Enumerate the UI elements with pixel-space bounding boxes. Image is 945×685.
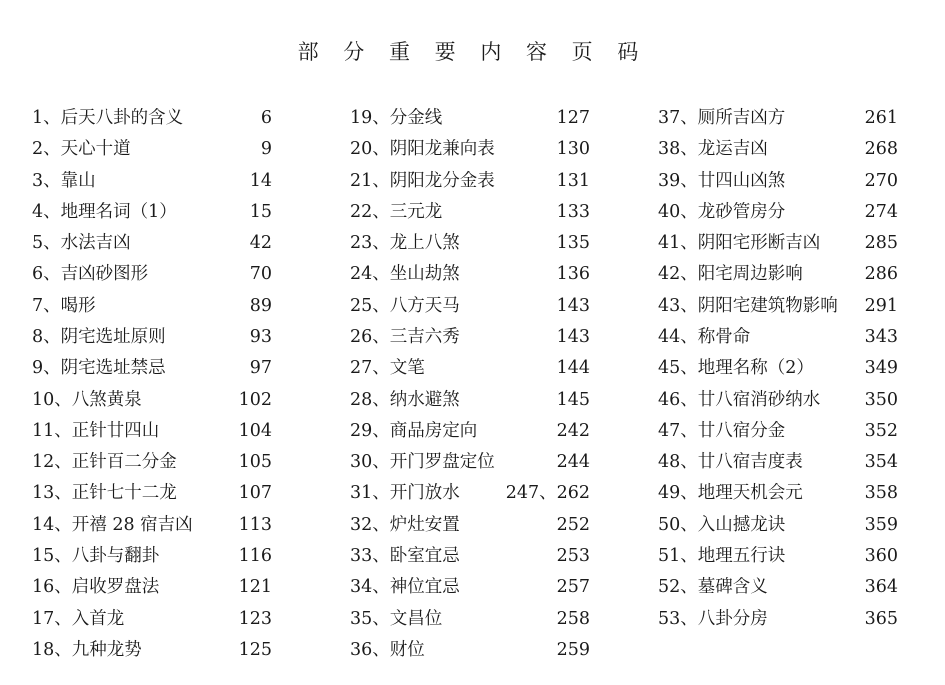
toc-entry	[658, 104, 898, 132]
toc-entry-title: 23、龙上八煞	[350, 233, 460, 254]
toc-entry-title: 5、水法吉凶	[32, 233, 131, 254]
toc-entry	[350, 636, 590, 664]
toc-entry-page-number: 143	[556, 326, 590, 347]
toc-entry	[350, 542, 590, 570]
toc-entry-title: 9、阴宅选址禁忌	[32, 358, 166, 379]
toc-entry-page-number: 360	[864, 545, 898, 566]
toc-entry-page-number: 253	[556, 545, 590, 566]
toc-entry-page-number: 268	[864, 139, 898, 160]
toc-entry-title: 40、龙砂管房分	[658, 201, 786, 222]
toc-entry-title: 53、八卦分房	[658, 608, 768, 629]
toc-entry	[350, 135, 590, 163]
toc-entry	[350, 354, 590, 382]
toc-entry-page-number: 285	[864, 233, 898, 254]
page-title: 部 分 重 要 内 容 页 码	[297, 40, 648, 64]
toc-entry	[32, 605, 272, 633]
toc-entry-title: 14、开禧 28 宿吉凶	[32, 514, 193, 535]
toc-entry-title: 36、财位	[350, 639, 425, 660]
toc-entry-page-number: 121	[238, 577, 272, 598]
toc-entry	[658, 511, 898, 539]
toc-entry-page-number: 6	[260, 108, 272, 128]
toc-entry-title: 30、开门罗盘定位	[350, 452, 495, 473]
toc-entry	[658, 605, 898, 633]
toc-entry	[32, 542, 272, 570]
toc-entry-page-number: 97	[249, 358, 272, 379]
toc-entry	[658, 229, 898, 257]
toc-entry-title: 34、神位宜忌	[350, 577, 460, 598]
toc-entry-page-number: 93	[249, 326, 272, 347]
toc-entry	[350, 198, 590, 226]
toc-entry	[658, 479, 898, 507]
toc-entry-title: 42、阳宅周边影响	[658, 264, 803, 285]
toc-entry-title: 37、厕所吉凶方	[658, 108, 786, 128]
toc-entry-page-number: 127	[556, 108, 590, 128]
toc-entry-page-number: 352	[864, 420, 898, 441]
toc-entry	[658, 448, 898, 476]
toc-entry-page-number: 242	[556, 420, 590, 441]
toc-entry	[350, 386, 590, 414]
toc-entry-title: 35、文昌位	[350, 608, 443, 629]
toc-column-2	[350, 104, 590, 664]
toc-entry	[32, 573, 272, 601]
toc-entry-page-number: 130	[556, 139, 590, 160]
toc-entry-title: 41、阴阳宅形断吉凶	[658, 233, 821, 254]
toc-entry-title: 32、炉灶安置	[350, 514, 460, 535]
toc-entry-page-number: 365	[864, 608, 898, 629]
toc-entry-title: 18、九种龙势	[32, 639, 142, 660]
toc-entry-title: 15、八卦与翻卦	[32, 545, 160, 566]
toc-entry-title: 49、地理天机会元	[658, 483, 803, 504]
toc-entry	[350, 260, 590, 288]
toc-entry-page-number: 343	[864, 326, 898, 347]
toc-entry-page-number: 350	[864, 389, 898, 410]
toc-column-3	[658, 104, 898, 664]
toc-entry	[350, 448, 590, 476]
toc-entry-page-number: 364	[864, 577, 898, 598]
toc-entry-title: 6、吉凶砂图形	[32, 264, 149, 285]
toc-entry	[658, 323, 898, 351]
toc-entry-page-number: 261	[864, 108, 898, 128]
toc-entry-title: 51、地理五行诀	[658, 545, 786, 566]
toc-entry-title: 47、廿八宿分金	[658, 420, 786, 441]
toc-entry-title: 4、地理名词（1）	[32, 201, 177, 222]
toc-entry	[658, 167, 898, 195]
toc-entry-page-number: 9	[260, 139, 272, 160]
toc-entry-title: 22、三元龙	[350, 201, 443, 222]
toc-entry-page-number: 247、262	[505, 483, 590, 504]
toc-entry-page-number: 359	[864, 514, 898, 535]
toc-entry	[658, 198, 898, 226]
toc-entry-title: 48、廿八宿吉度表	[658, 452, 803, 473]
toc-entry-title: 28、纳水避煞	[350, 389, 460, 410]
toc-entry	[350, 417, 590, 445]
toc-entry-page-number: 286	[864, 264, 898, 285]
toc-entry	[32, 448, 272, 476]
toc-entry-title: 45、地理名称（2）	[658, 358, 814, 379]
toc-entry-page-number: 133	[556, 201, 590, 222]
toc-entry	[32, 636, 272, 664]
toc-entry-title: 52、墓碑含义	[658, 577, 768, 598]
toc-entry-page-number: 349	[864, 358, 898, 379]
toc-entry	[32, 511, 272, 539]
toc-entry-page-number: 105	[238, 452, 272, 473]
toc-entry-title: 26、三吉六秀	[350, 326, 460, 347]
toc-entry-title: 50、入山撼龙诀	[658, 514, 786, 535]
toc-entry-title: 11、正针廿四山	[32, 420, 160, 441]
toc-entry	[658, 417, 898, 445]
toc-entry-page-number: 135	[556, 233, 590, 254]
toc-entry	[658, 354, 898, 382]
toc-entry-page-number: 143	[556, 295, 590, 316]
toc-entry-page-number: 274	[864, 201, 898, 222]
toc-entry-title: 31、开门放水	[350, 483, 460, 504]
toc-entry	[350, 292, 590, 320]
toc-entry	[658, 260, 898, 288]
toc-entry-page-number: 107	[238, 483, 272, 504]
toc-entry	[32, 292, 272, 320]
toc-entry-page-number: 145	[556, 389, 590, 410]
toc-entry-title: 29、商品房定向	[350, 420, 478, 441]
toc-entry-title: 43、阴阳宅建筑物影响	[658, 295, 838, 316]
toc-entry-page-number: 244	[556, 452, 590, 473]
toc-entry-title: 24、坐山劫煞	[350, 264, 460, 285]
toc-entry-title: 13、正针七十二龙	[32, 483, 177, 504]
toc-entry-title: 7、喝形	[32, 295, 96, 316]
toc-entry	[350, 605, 590, 633]
toc-entry-page-number: 136	[556, 264, 590, 285]
toc-entry-page-number: 358	[864, 483, 898, 504]
toc-entry	[658, 135, 898, 163]
toc-entry	[658, 573, 898, 601]
toc-entry-page-number: 113	[238, 514, 272, 535]
toc-entry-title: 2、天心十道	[32, 139, 131, 160]
toc-entry-page-number: 70	[249, 264, 272, 285]
toc-entry-title: 38、龙运吉凶	[658, 139, 768, 160]
toc-entry-title: 44、称骨命	[658, 326, 751, 347]
toc-entry-title: 39、廿四山凶煞	[658, 170, 786, 191]
toc-entry	[32, 479, 272, 507]
toc-entry-page-number: 14	[249, 170, 272, 191]
toc-entry-title: 10、八煞黄泉	[32, 389, 142, 410]
toc-entry-page-number: 42	[249, 233, 272, 254]
toc-entry	[350, 167, 590, 195]
toc-entry	[350, 323, 590, 351]
toc-entry-page-number: 354	[864, 452, 898, 473]
toc-entry-page-number: 257	[556, 577, 590, 598]
toc-entry-page-number: 258	[556, 608, 590, 629]
toc-entry	[32, 135, 272, 163]
toc-entry	[32, 104, 272, 132]
toc-entry	[32, 229, 272, 257]
toc-entry-page-number: 131	[556, 170, 590, 191]
toc-entry-page-number: 104	[238, 420, 272, 441]
toc-entry	[350, 104, 590, 132]
toc-entry-title: 3、靠山	[32, 170, 96, 191]
toc-entry-title: 21、阴阳龙分金表	[350, 170, 495, 191]
toc-entry	[658, 386, 898, 414]
toc-entry	[658, 292, 898, 320]
toc-entry-title: 27、文笔	[350, 358, 425, 379]
toc-entry-page-number: 259	[556, 639, 590, 660]
toc-entry-title: 16、启收罗盘法	[32, 577, 160, 598]
toc-entry-page-number: 125	[238, 639, 272, 660]
toc-entry	[32, 354, 272, 382]
toc-entry-title: 25、八方天马	[350, 295, 460, 316]
toc-entry	[658, 542, 898, 570]
toc-entry-title: 19、分金线	[350, 108, 443, 128]
toc-entry-page-number: 270	[864, 170, 898, 191]
toc-entry-page-number: 144	[556, 358, 590, 379]
toc-entry-page-number: 123	[238, 608, 272, 629]
toc-entry-title: 17、入首龙	[32, 608, 125, 629]
toc-entry-page-number: 89	[249, 295, 272, 316]
toc-entry	[32, 386, 272, 414]
toc-entry-title: 20、阴阳龙兼向表	[350, 139, 495, 160]
toc-entry	[350, 573, 590, 601]
toc-entry-page-number: 102	[238, 389, 272, 410]
toc-entry-page-number: 116	[238, 545, 272, 566]
toc-entry-page-number: 291	[864, 295, 898, 316]
toc-entry-page-number: 15	[249, 201, 272, 222]
toc-entry-title: 46、廿八宿消砂纳水	[658, 389, 821, 410]
toc-entry-page-number: 252	[556, 514, 590, 535]
toc-entry	[32, 417, 272, 445]
toc-entry-title: 33、卧室宜忌	[350, 545, 460, 566]
toc-entry	[32, 198, 272, 226]
toc-entry	[350, 479, 590, 507]
toc-entry	[350, 229, 590, 257]
toc-entry	[32, 323, 272, 351]
toc-column-1	[32, 104, 272, 664]
toc-entry-title: 8、阴宅选址原则	[32, 326, 166, 347]
toc-entry-title: 1、后天八卦的含义	[32, 108, 184, 128]
toc-entry	[350, 511, 590, 539]
toc-entry	[32, 260, 272, 288]
toc-entry-title: 12、正针百二分金	[32, 452, 177, 473]
toc-entry	[32, 167, 272, 195]
